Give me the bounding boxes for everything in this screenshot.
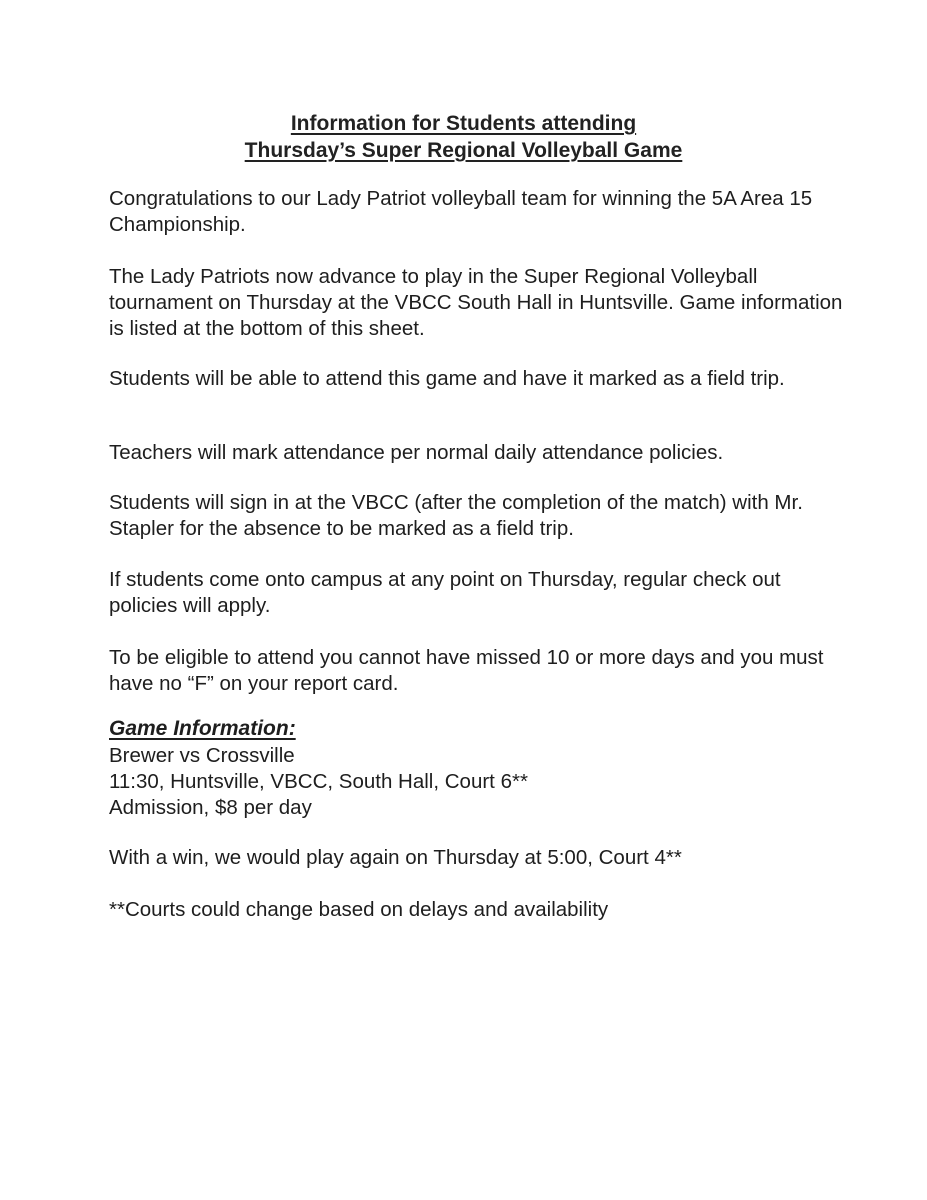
sign-in-paragraph: Students will sign in at the VBCC (after the completion of the match) with Mr. Stapler for the absence to be marked as a field trip.	[109, 491, 803, 540]
game-admission: Admission, $8 per day	[109, 796, 312, 819]
campus-paragraph: If students come onto campus at any point on Thursday, regular check out policies will apply.	[109, 568, 781, 617]
game-details-block	[109, 743, 849, 821]
game-time-location: 11:30, Huntsville, VBCC, South Hall, Court 6**	[109, 770, 528, 793]
game-matchup: Brewer vs Crossville	[109, 744, 295, 767]
attendance-paragraph: Teachers will mark attendance per normal daily attendance policies.	[109, 441, 724, 464]
field-trip-paragraph: Students will be able to attend this game and have it marked as a field trip.	[109, 367, 785, 390]
eligibility-paragraph: To be eligible to attend you cannot have missed 10 or more days and you must have no “F” on your report card.	[109, 646, 824, 695]
courts-footnote: **Courts could change based on delays and availability	[109, 898, 609, 921]
congratulations-paragraph: Congratulations to our Lady Patriot volleyball team for winning the 5A Area 15 Championship.	[109, 187, 813, 236]
game-information-heading: Game Information:	[109, 717, 296, 740]
title-line-1: Information for Students attending	[290, 112, 637, 135]
title-line-2: Thursday’s Super Regional Volleyball Game	[244, 139, 683, 162]
document-title	[0, 110, 927, 164]
win-note-paragraph: With a win, we would play again on Thursday at 5:00, Court 4**	[109, 846, 682, 869]
advance-paragraph: The Lady Patriots now advance to play in the Super Regional Volleyball tournament on Thursday at the VBCC South Hall in Huntsville. Game information is listed at the bottom of this sheet.	[109, 265, 843, 340]
